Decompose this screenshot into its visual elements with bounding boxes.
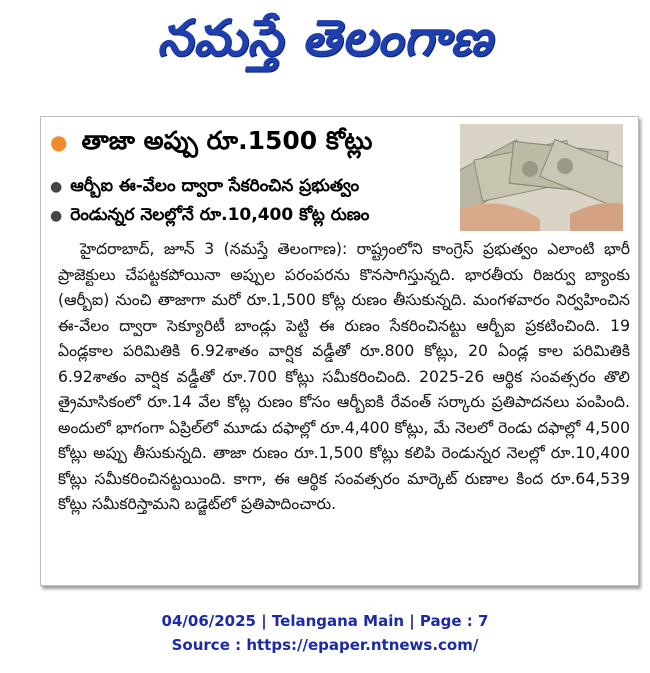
subhead-2-text: రెండున్నర నెలల్లోనే రూ.10,400 కోట్ల రుణం xyxy=(70,205,370,225)
gray-dot-icon: ● xyxy=(50,208,63,224)
subhead-1-text: ఆర్బీఐ ఈ-వేలం ద్వారా సేకరించిన ప్రభుత్వం xyxy=(70,176,360,196)
masthead xyxy=(0,6,650,82)
gray-dot-icon: ● xyxy=(50,179,63,195)
article-headline xyxy=(50,126,372,162)
article-body-text: హైదరాబాద్, జూన్ 3 (నమస్తే తెలంగాణ): రాష్ట్రంలోని కాంగ్రెస్ ప్రభుత్వం ఎలాంటి భారీ ప్రాజెక్టులు చేపట్టకపోయినా అప్పుల పరంపరను కొనసాగిస్తున్నది. భారతీయ రిజర్వు బ్యాంకు (ఆర్బీఐ) నుంచి తాజాగా మరో రూ.1,500 కోట్ల రుణం తీసుకున్నది. మంగళవారం నిర్వహించిన ఈ-వేలం ద్వారా సెక్యూరిటీ బాండ్లు పెట్టి ఈ రుణం సేకరించినట్టు ఆర్బీఐ ప్రకటించింది. 19 ఏండ్లకాల పరిమితికి 6.92శాతం వార్షిక వడ్డీతో రూ.800 కోట్లు, 20 ఏండ్ల కాల పరిమితికి 6.92శాతం వార్షిక వడ్డీతో రూ.700 కోట్లు సమీకరించింది. 2025-26 ఆర్థిక సంవత్సరం తొలి త్రైమాసికంలో రూ.14 వేల కోట్ల రుణం కోసం ఆర్బీఐకి రేవంత్ సర్కారు ప్రతిపాదనలు పంపింది. అందులో భాగంగా ఏప్రిల్‌లో మూడు దఫాల్లో రూ.4,400 కోట్లు, మే నెలలో రెండు దఫాల్లో 4,500 కోట్లు అప్పు తీసుకున్నది. తాజా రుణం రూ.1,500 కోట్లు కలిపి రెండున్నర నెలల్లో రూ.10,400 కోట్లు సమీకరించినట్టయింది. కాగా, ఈ ఆర్థిక సంవత్సరం మార్కెట్ రుణాల కింద రూ.64,539 కోట్లు సమీకరిస్తామని బడ్జెట్‌లో ప్రతిపాదించారు. xyxy=(58,240,630,513)
article-body xyxy=(58,237,630,518)
footer-edition-line: 04/06/2025 | Telangana Main | Page : 7 xyxy=(161,612,489,630)
currency-notes-photo xyxy=(460,124,623,231)
footer-source-line: Source : https://epaper.ntnews.com/ xyxy=(171,636,479,654)
headline-text: తాజా అప్పు రూ.1500 కోట్లు xyxy=(81,126,373,155)
orange-dot-icon: ● xyxy=(50,130,68,154)
currency-notes-image xyxy=(460,124,623,231)
masthead-title: నమస్తే తెలంగాణ xyxy=(157,8,493,67)
subhead-1 xyxy=(50,176,359,200)
subhead-2 xyxy=(50,205,369,229)
